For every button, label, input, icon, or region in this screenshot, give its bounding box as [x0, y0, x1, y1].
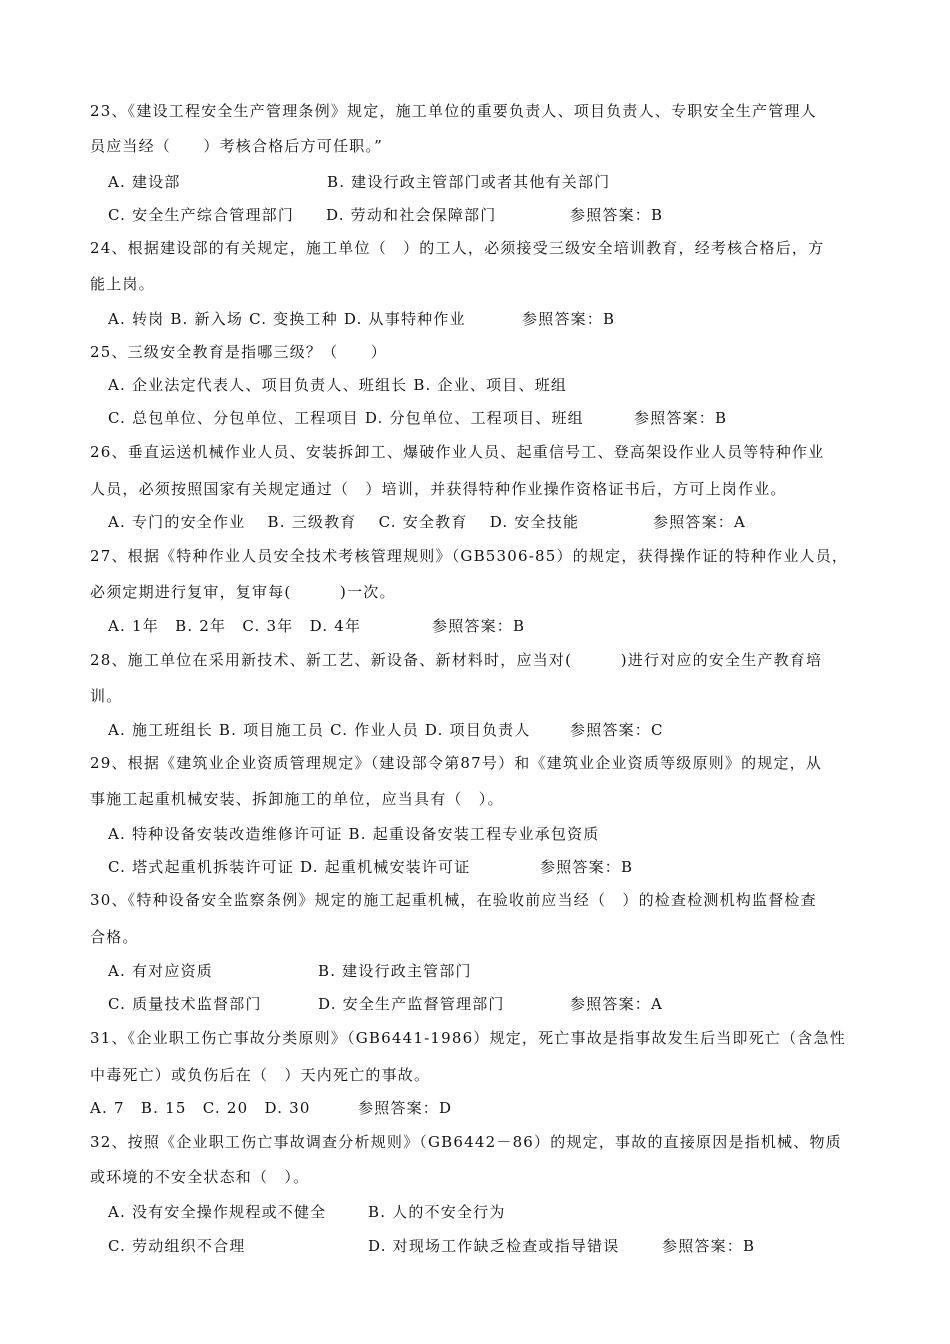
question-32-line-2: 或环境的不安全状态和（ ）。 — [90, 1168, 310, 1186]
question-26-line-1: 26、垂直运送机械作业人员、安装拆卸工、爆破作业人员、起重信号工、登高架设作业人员等特种作业 — [90, 443, 825, 461]
question-28-answer: 参照答案：C — [570, 721, 664, 739]
question-31-answer: 参照答案：D — [358, 1099, 453, 1117]
question-30-option-d: D. 安全生产监督管理部门 — [318, 995, 505, 1013]
question-30-option-c: C. 质量技术监督部门 — [108, 995, 262, 1013]
question-32-option-a: A. 没有安全操作规程或不健全 — [108, 1203, 327, 1221]
question-23-option-d: D. 劳动和社会保障部门 — [326, 206, 497, 224]
question-29-line-1: 29、根据《建筑业企业资质管理规定》（建设部令第87号）和《建筑业企业资质等级原则》的规定，从 — [90, 754, 823, 772]
question-28-line-2: 训。 — [90, 687, 123, 705]
question-25-option-cd: C. 总包单位、分包单位、工程项目 D. 分包单位、工程项目、班组 — [108, 409, 584, 427]
question-26-answer: 参照答案：A — [653, 513, 747, 531]
question-23-option-a: A. 建设部 — [108, 173, 181, 191]
question-31-line-1: 31、《企业职工伤亡事故分类原则》（GB6441-1986）规定，死亡事故是指事故发生后当即死亡（含急性 — [90, 1029, 846, 1047]
question-23-answer: 参照答案：B — [570, 206, 664, 224]
question-32-option-b: B. 人的不安全行为 — [368, 1203, 506, 1221]
question-32-option-d: D. 对现场工作缺乏检查或指导错误 — [368, 1237, 620, 1255]
question-28-options: A. 施工班组长 B. 项目施工员 C. 作业人员 D. 项目负责人 — [108, 721, 531, 739]
question-30-option-b: B. 建设行政主管部门 — [318, 962, 472, 980]
question-23-line-2: 员应当经（ ）考核合格后方可任职。” — [90, 137, 383, 155]
question-24-answer: 参照答案：B — [522, 310, 616, 328]
question-27-answer: 参照答案：B — [432, 617, 526, 635]
question-27-options: A. 1年 B. 2年 C. 3年 D. 4年 — [108, 617, 362, 635]
question-26-line-2: 人员，必须按照国家有关规定通过（ ）培训，并获得特种作业操作资格证书后，方可上岗作业。 — [90, 480, 787, 498]
question-23-option-c: C. 安全生产综合管理部门 — [108, 206, 295, 224]
question-30-option-a: A. 有对应资质 — [108, 962, 213, 980]
question-32-line-1: 32、按照《企业职工伤亡事故调查分析规则》（GB6442－86）的规定，事故的直接原因是指机械、物质 — [90, 1133, 842, 1151]
question-27-line-2: 必须定期进行复审，复审每( )一次。 — [90, 583, 396, 601]
question-25-line-1: 25、三级安全教育是指哪三级？（ ） — [90, 343, 387, 361]
question-24-options: A. 转岗 B. 新入场 C. 变换工种 D. 从事特种作业 — [108, 310, 466, 328]
question-30-line-1: 30、《特种设备安全监察条例》规定的施工起重机械，在验收前应当经（ ）的检查检测机构监督检查 — [90, 891, 817, 909]
question-32-answer: 参照答案：B — [662, 1237, 756, 1255]
question-30-answer: 参照答案：A — [570, 995, 664, 1013]
question-32-option-c: C. 劳动组织不合理 — [108, 1237, 246, 1255]
question-25-option-ab: A. 企业法定代表人、项目负责人、班组长 B. 企业、项目、班组 — [108, 376, 568, 394]
question-30-line-2: 合格。 — [90, 928, 139, 946]
question-24-line-1: 24、根据建设部的有关规定，施工单位（ ）的工人，必须接受三级安全培训教育，经考核合格后，方 — [90, 239, 825, 257]
question-29-answer: 参照答案：B — [540, 858, 634, 876]
question-23-line-1: 23、《建设工程安全生产管理条例》规定，施工单位的重要负责人、项目负责人、专职安全生产管理人 — [90, 102, 817, 120]
question-25-answer: 参照答案：B — [634, 409, 728, 427]
question-29-line-2: 事施工起重机械安装、拆卸施工的单位，应当具有（ ）。 — [90, 790, 504, 808]
question-29-option-cd: C. 塔式起重机拆装许可证 D. 起重机械安装许可证 — [108, 858, 471, 876]
question-23-option-b: B. 建设行政主管部门或者其他有关部门 — [327, 173, 611, 191]
question-31-options: A. 7 B. 15 C. 20 D. 30 — [90, 1099, 311, 1117]
question-31-line-2: 中毒死亡）或负伤后在（ ）天内死亡的事故。 — [90, 1066, 431, 1084]
question-29-option-ab: A. 特种设备安装改造维修许可证 B. 起重设备安装工程专业承包资质 — [108, 825, 600, 843]
question-26-options: A. 专门的安全作业 B. 三级教育 C. 安全教育 D. 安全技能 — [108, 513, 580, 531]
question-28-line-1: 28、施工单位在采用新技术、新工艺、新设备、新材料时，应当对( )进行对应的安全生产教育培 — [90, 651, 823, 669]
question-24-line-2: 能上岗。 — [90, 275, 155, 293]
question-27-line-1: 27、根据《特种作业人员安全技术考核管理规则》（GB5306-85）的规定，获得操作证的特种作业人员， — [90, 547, 849, 565]
